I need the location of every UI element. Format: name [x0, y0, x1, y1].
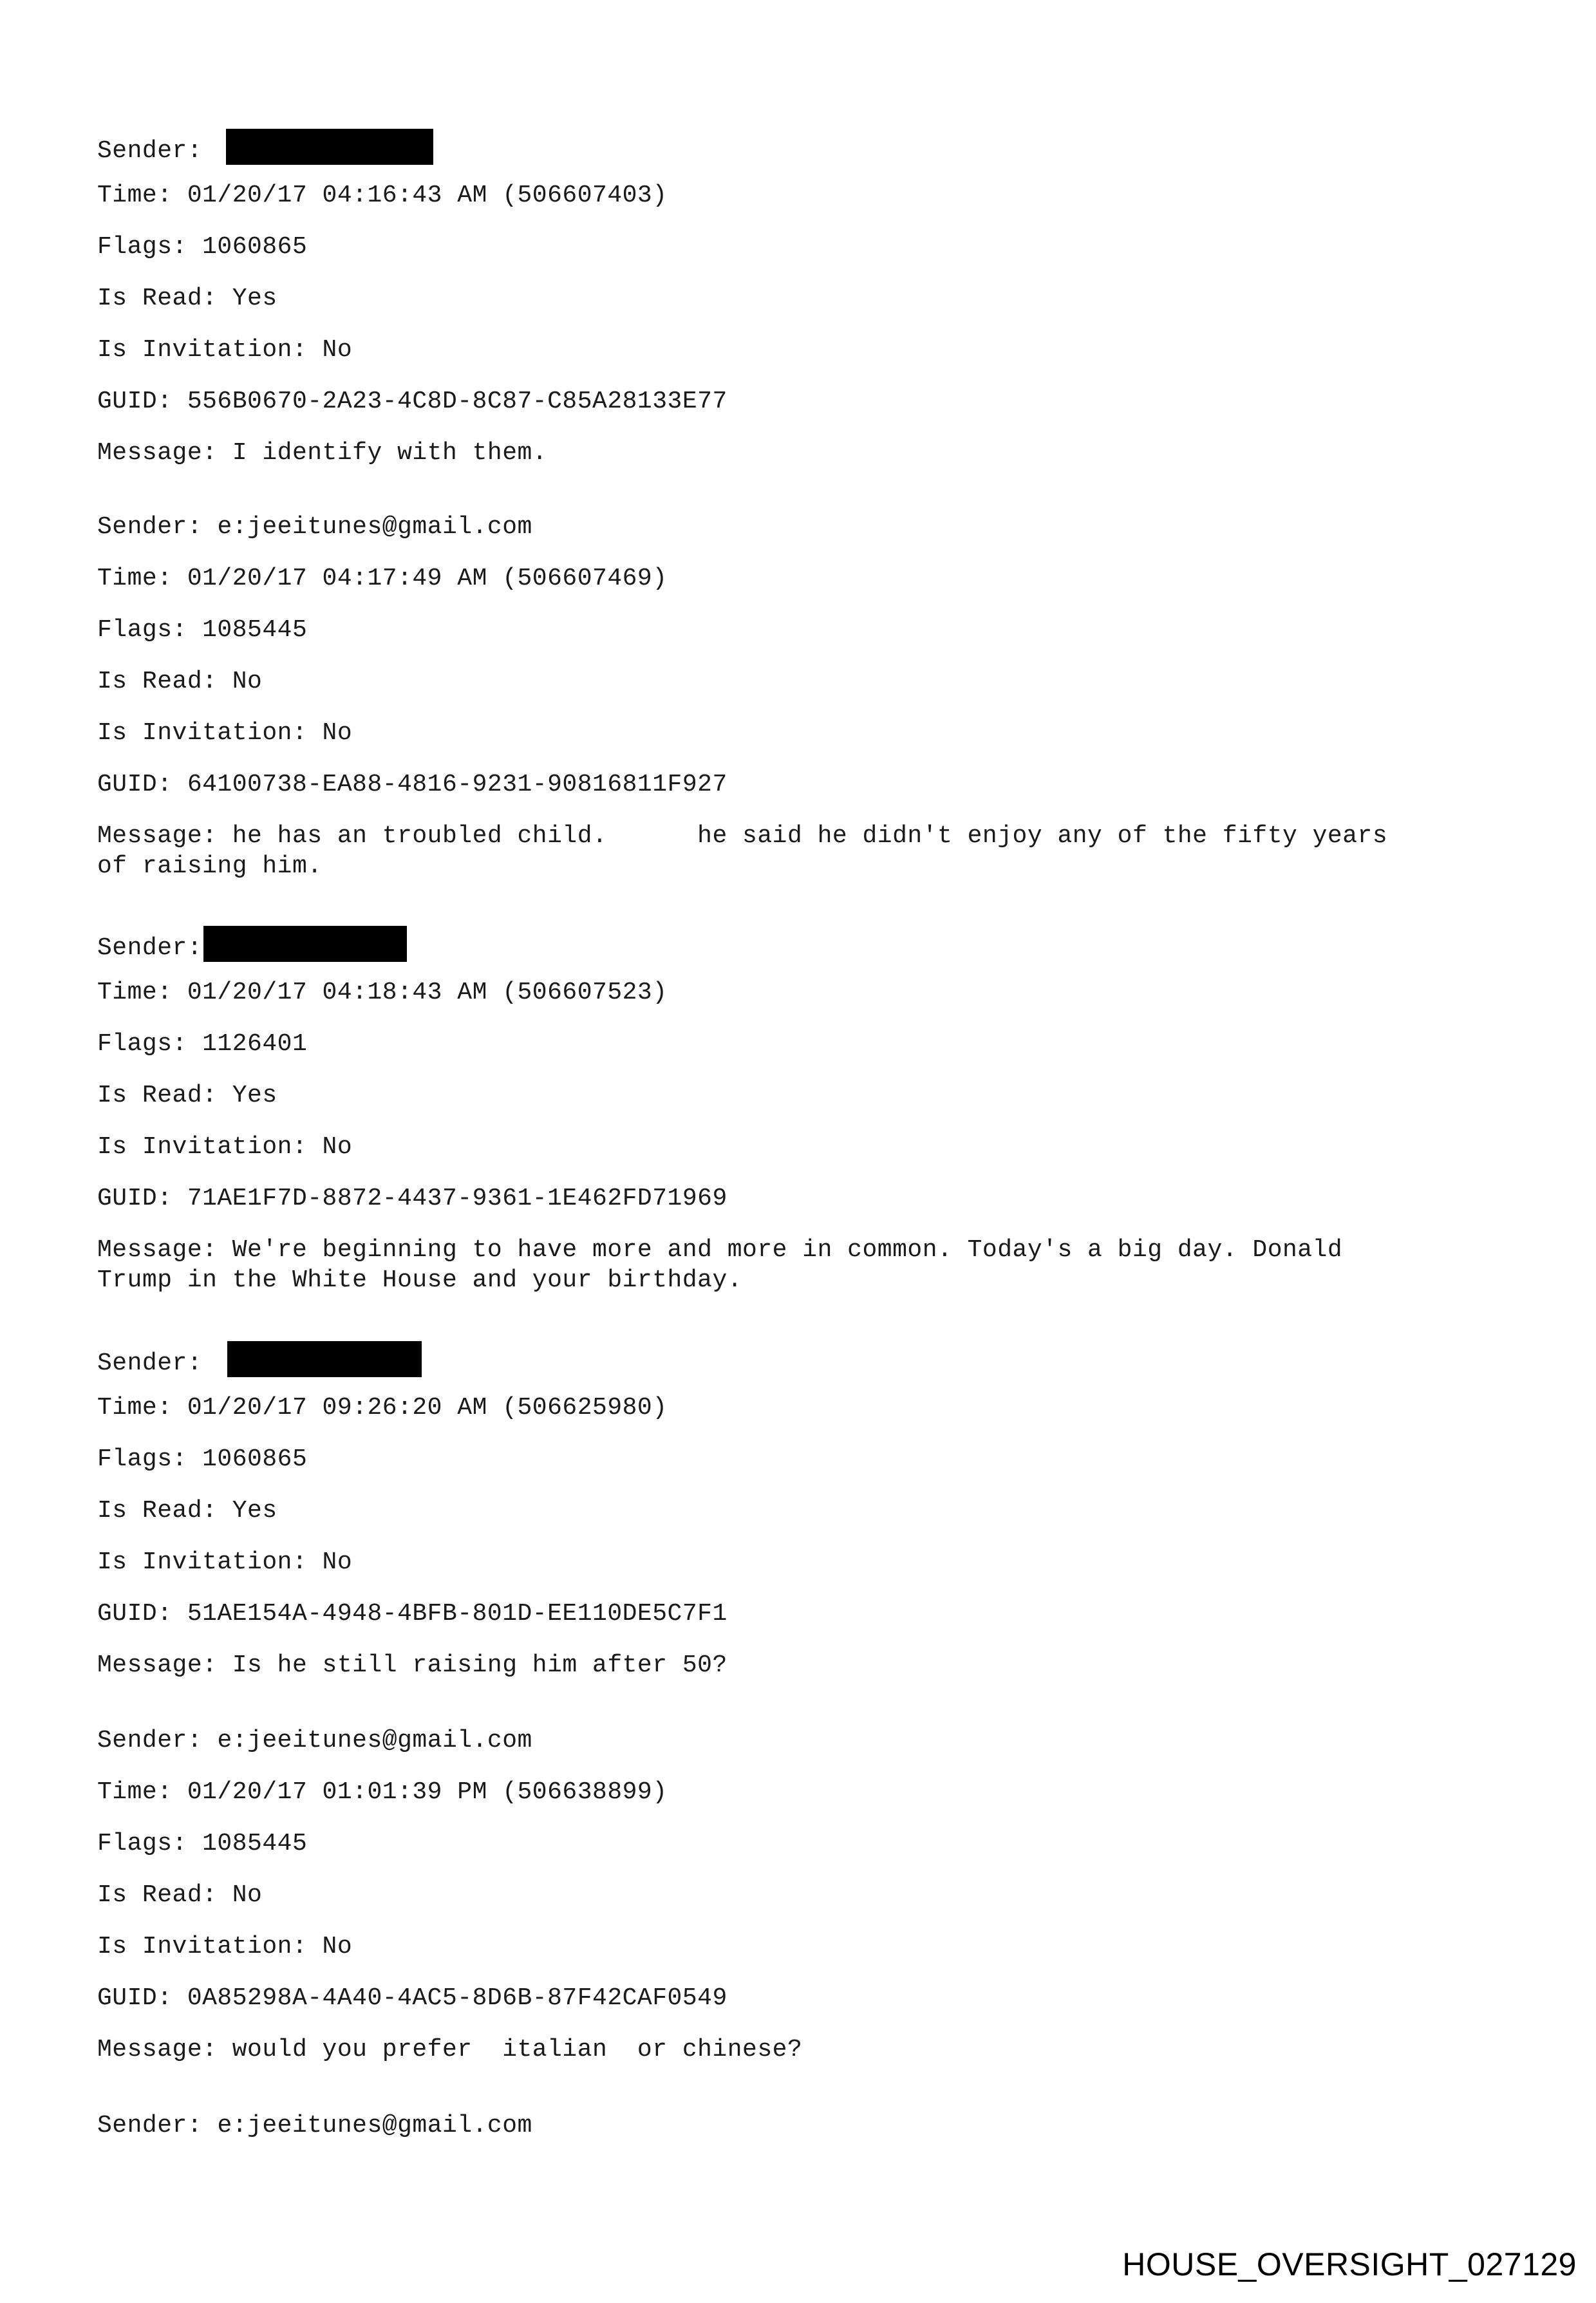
sender-line: [97, 1725, 532, 1756]
flags-line: Flags: 1085445: [97, 1830, 308, 1857]
flags-line: Flags: 1060865: [97, 1445, 308, 1473]
message-line: Message: would you prefer italian or chinese?: [97, 2036, 803, 2063]
sender-value: e:jeeitunes@gmail.com: [217, 1727, 532, 1754]
sender-value: e:jeeitunes@gmail.com: [217, 2112, 532, 2139]
sender-value: e:jeeitunes@gmail.com: [217, 513, 532, 541]
time-line: Time: 01/20/17 09:26:20 AM (506625980): [97, 1394, 668, 1422]
is-read-line: Is Read: No: [97, 668, 263, 695]
sender-label: Sender:: [97, 2112, 203, 2139]
sender-label: Sender:: [97, 137, 203, 165]
is-read-line: Is Read: Yes: [97, 1082, 277, 1109]
is-invitation-line: Is Invitation: No: [97, 1133, 353, 1161]
message-line: Message: he has an troubled child. he said he didn't enjoy any of the fifty years of raising him.: [97, 822, 1388, 880]
time-line: Time: 01/20/17 04:16:43 AM (506607403): [97, 182, 668, 209]
flags-line: Flags: 1085445: [97, 616, 308, 644]
message-line: Message: Is he still raising him after 50?: [97, 1651, 728, 1679]
sender-line: [97, 129, 433, 166]
is-invitation-line: Is Invitation: No: [97, 336, 353, 364]
sender-label: Sender:: [97, 1727, 203, 1754]
redaction-box: [226, 129, 433, 165]
sender-line: [97, 1341, 422, 1378]
message-line: Message: I identify with them.: [97, 439, 548, 467]
is-read-line: Is Read: Yes: [97, 285, 277, 312]
sender-label: Sender:: [97, 1349, 203, 1377]
redaction-box: [227, 1341, 422, 1377]
time-line: Time: 01/20/17 04:18:43 AM (506607523): [97, 979, 668, 1006]
guid-line: GUID: 0A85298A-4A40-4AC5-8D6B-87F42CAF0549: [97, 1984, 728, 2012]
guid-line: GUID: 556B0670-2A23-4C8D-8C87-C85A28133E77: [97, 388, 728, 415]
flags-line: Flags: 1126401: [97, 1030, 308, 1058]
is-invitation-line: Is Invitation: No: [97, 1548, 353, 1576]
message-line: Message: We're beginning to have more and more in common. Today's a big day. Donald Trump in the White House and your birthday.: [97, 1236, 1343, 1294]
is-invitation-line: Is Invitation: No: [97, 1933, 353, 1960]
sender-label: Sender:: [97, 934, 203, 962]
sender-line: [97, 926, 407, 963]
bates-number: HOUSE_OVERSIGHT_027129: [1122, 2246, 1577, 2282]
redaction-box: [203, 926, 407, 962]
time-line: Time: 01/20/17 04:17:49 AM (506607469): [97, 565, 668, 592]
flags-line: Flags: 1060865: [97, 233, 308, 261]
guid-line: GUID: 71AE1F7D-8872-4437-9361-1E462FD71969: [97, 1185, 728, 1212]
is-read-line: Is Read: No: [97, 1881, 263, 1909]
sender-line: [97, 2110, 532, 2141]
is-invitation-line: Is Invitation: No: [97, 719, 353, 747]
sender-label: Sender:: [97, 513, 203, 541]
guid-line: GUID: 64100738-EA88-4816-9231-90816811F927: [97, 771, 728, 798]
time-line: Time: 01/20/17 01:01:39 PM (506638899): [97, 1778, 668, 1806]
is-read-line: Is Read: Yes: [97, 1497, 277, 1525]
sender-line: [97, 512, 532, 542]
guid-line: GUID: 51AE154A-4948-4BFB-801D-EE110DE5C7F1: [97, 1600, 728, 1628]
